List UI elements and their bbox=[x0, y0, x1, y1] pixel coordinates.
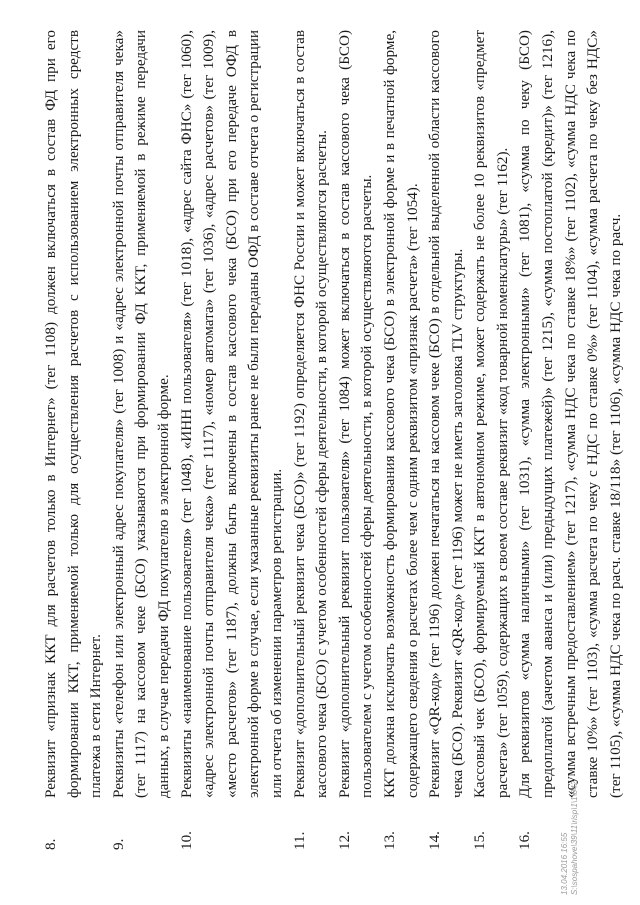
list-item-number: 9. bbox=[109, 838, 127, 850]
list-item bbox=[176, 30, 289, 850]
list-item-text: Реквизит «признак ККТ для расчетов только в Интернет» (тег 1108) должен включаться в состав ФД при его формировании ККТ, применяемой только для осуществления расчетов с использованием электронных средств платежа в сети Интернет. bbox=[42, 30, 105, 798]
list-item-number: 10. bbox=[177, 831, 195, 850]
list-item-text: Реквизиты «телефон или электронный адрес покупателя» (тег 1008) и «адрес электронной почты отправителя чека» (тег 1117) на кассовом чеке (БСО) указываются при формировании ФД ККТ, применяемой в режиме передачи данных, в случае передачи ФД покупателю в электронной форме. bbox=[109, 30, 172, 798]
list-item-text: Реквизит «дополнительный реквизит чека (БСО)» (тег 1192) определяется ФНС России и может включаться в состав кассового чека (БСО) с учетом особенностей сферы деятельности, в которой осуществляются расчеты. bbox=[290, 30, 331, 798]
list-item-text: Реквизит «QR-код» (тег 1196) должен печататься на кассовом чеке (БСО) в отдельной выделенной области кассового чека (БСО). Реквизит «QR-код» (тег 1196) может не иметь заголовка TLV структуры. bbox=[426, 30, 466, 798]
list-item-number: 14. bbox=[426, 831, 444, 850]
list-item-number: 16. bbox=[516, 831, 534, 850]
list-item-number: 8. bbox=[42, 838, 59, 850]
list-item-number: 12. bbox=[335, 831, 353, 850]
list-item bbox=[514, 30, 627, 850]
list-item-text: Кассовый чек (БСО), формируемый ККТ в автономном режиме, может содержать не более 10 реквизитов «предмет расчета» (тег 1059), содержащих в своем составе реквизит «код товарной номенклатуры» (тег 1162). bbox=[471, 30, 511, 798]
list-item-text: Реквизиты «наименование пользователя» (тег 1048), «ИНН пользователя» (тег 1018), «адрес сайта ФНС» (тег 1060), «адрес электронной почты отправителя чека» (тег 1117), «номер автомата» (тег 1036), «адрес расчетов» (тег 1009), «место расчетов» (тег 1187), должны быть включены в состав кассового чека (БСО) при его передаче ОФД в электронной форме в случае, если указанные реквизиты ранее не были переданы ОФД в составе отчета о регистрации или отчета об изменении параметров регистрации. bbox=[177, 30, 285, 798]
list-item bbox=[379, 30, 424, 850]
list-item-number: 15. bbox=[471, 831, 489, 850]
file-path-footer bbox=[560, 781, 580, 895]
list-item bbox=[289, 30, 334, 850]
document-body bbox=[40, 30, 627, 850]
list-item-number: 13. bbox=[380, 831, 398, 850]
list-item-text: Для реквизитов «сумма наличными» (тег 1031), «сумма электронными» (тег 1081), «сумма по чеку (БСО) предоплатой (зачетом аванса и (или) предыдущих платежей)» (тег 1215), «сумма постоплатой (кредит)» (тег 1216), «сумма встречным предоставлением» (тег 1217), «сумма НДС чека по ставке 18%» (тег 1102), «сумма НДС чека по ставке 10%» (тег 1103), «сумма расчета по чеку с НДС по ставке 0%» (тег 1104), «сумма расчета по чеку без НДС» (тег 1105), «сумма НДС чека по расч. ставке 18/118» (тег 1106), «сумма НДС чека по расч. bbox=[516, 30, 624, 798]
footer-timestamp: 13.04.2016 16:55 bbox=[560, 832, 569, 895]
list-item bbox=[40, 30, 108, 850]
list-item bbox=[469, 30, 514, 850]
list-item bbox=[334, 30, 379, 850]
list-item bbox=[108, 30, 176, 850]
list-item-text: ККТ должна исключать возможность формирования кассового чека (БСО) в электронной форме и в печатной форме, содержащего сведения о расчетах более чем с одним реквизитом «признак расчета» (тег 1054). bbox=[380, 30, 421, 798]
list-item-text: Реквизит «дополнительный реквизит пользователя» (тег 1084) может включаться в состав кассового чека (БСО) пользователем с учетом особенностей сферы деятельности, в которой осуществляются расчеты. bbox=[335, 30, 376, 798]
footer-file-path: S:\sospahove\39\11\risp\1\1\042 bbox=[570, 780, 579, 895]
list-item-number: 11. bbox=[290, 831, 308, 850]
list-item bbox=[424, 30, 469, 850]
